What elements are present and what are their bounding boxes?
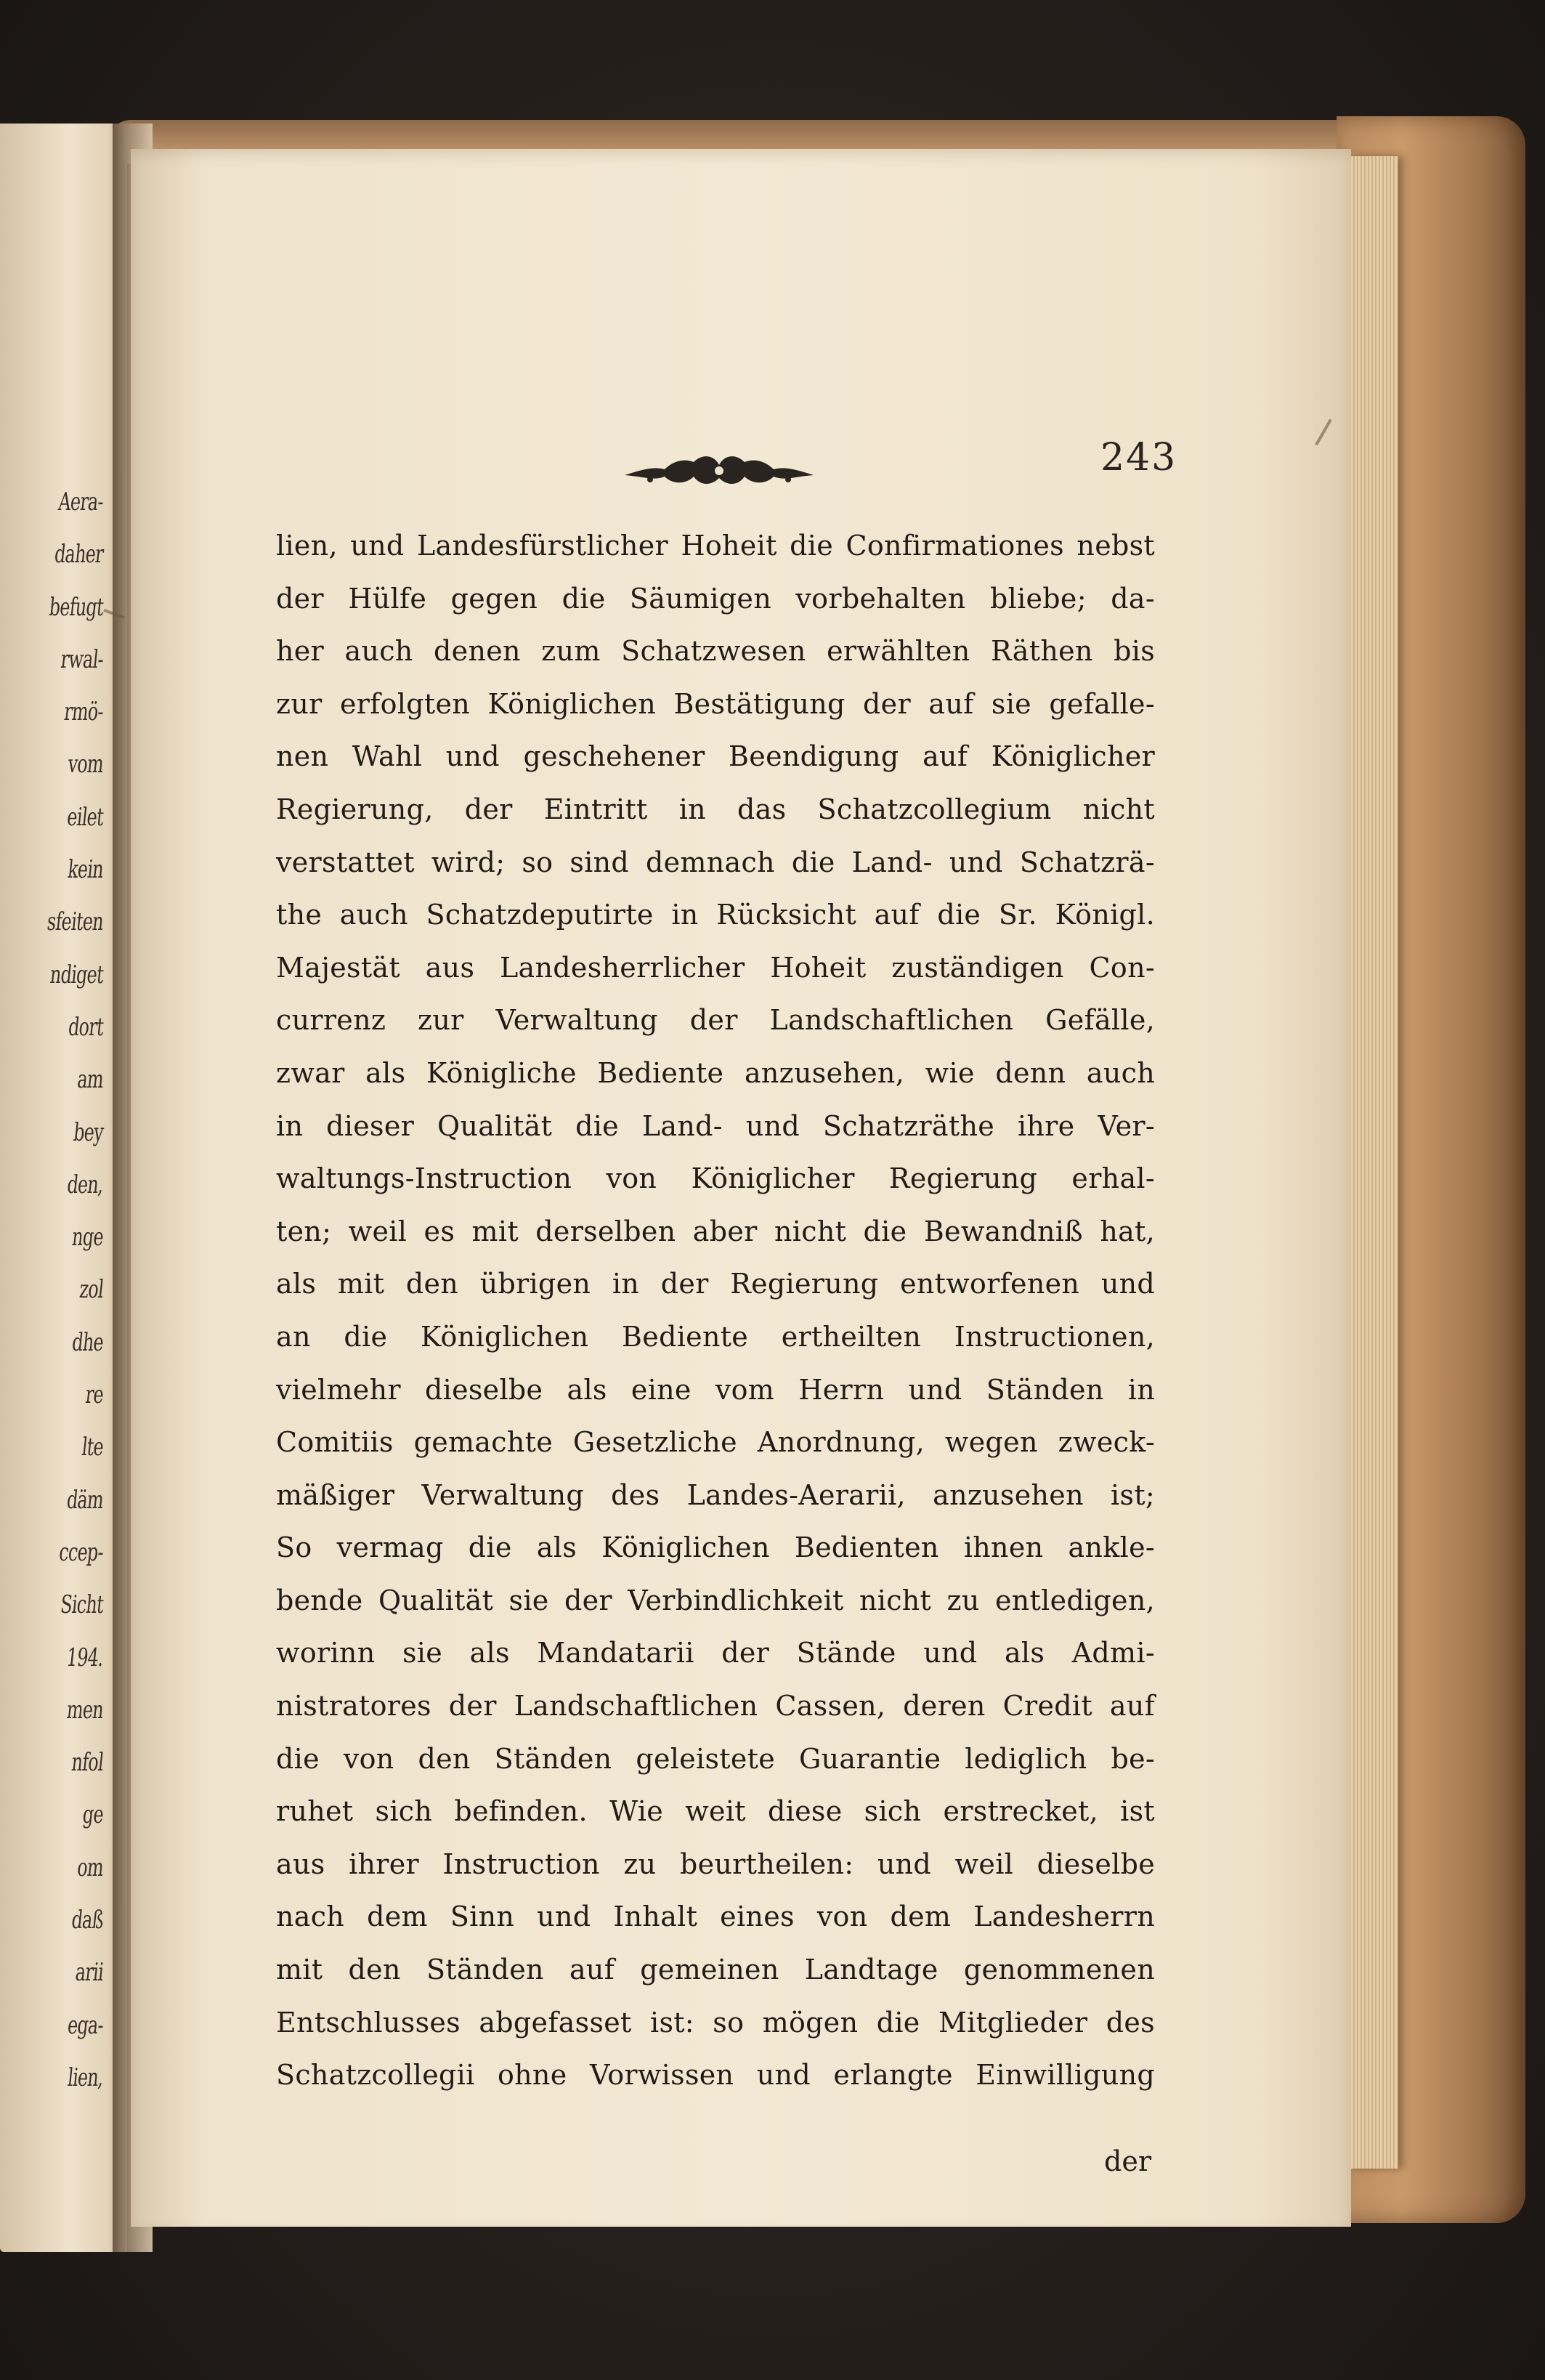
previous-page-fragment: rmö- [62,697,105,727]
book-page [131,149,1351,2227]
text-line: worinn sie als Mandatarii der Stände und als Admi- [276,1637,1155,1669]
previous-page-fragment: zol [78,1275,105,1305]
previous-page-fragment: sfeiten [46,907,105,937]
previous-page-sliver [0,124,127,2252]
previous-page-fragment: vom [66,750,105,780]
previous-page-fragment: daß [70,1906,105,1935]
text-line: die von den Ständen geleistete Guarantie lediglich be- [276,1742,1155,1775]
text-line: waltungs-Instruction von Königlicher Regierung erhal- [276,1162,1155,1195]
previous-page-fragment: bey [72,1117,105,1147]
text-line: lien, und Landesfürstlicher Hoheit die Confirmationes nebst [276,530,1155,562]
text-line: mäßiger Verwaltung des Landes-Aerarii, anzusehen ist; [276,1478,1155,1511]
text-line: als mit den übrigen in der Regierung entworfenen und [276,1268,1155,1300]
text-line: So vermag die als Königlichen Bedienten ihnen ankle- [276,1531,1155,1564]
text-line: zwar als Königliche Bediente anzusehen, wie denn auch [276,1056,1155,1089]
body-text [276,519,1155,2102]
previous-page-fragment: arii [73,1958,105,1988]
previous-page-fragment: kein [66,855,105,885]
page-number: 243 [1100,436,1177,479]
previous-page-fragment: lte [80,1433,105,1462]
previous-page-fragment: re [84,1380,105,1410]
catchword: der [1104,2145,1151,2177]
text-line: Schatzcollegii ohne Vorwissen und erlangte Einwilligung [276,2059,1155,2092]
text-line: in dieser Qualität die Land- und Schatzräthe ihre Ver- [276,1109,1155,1142]
text-line: Entschlusses abgefasset ist: so mögen die Mitglieder des [276,2006,1155,2039]
text-line: aus ihrer Instruction zu beurtheilen: und weil dieselbe [276,1847,1155,1880]
text-line: bende Qualität sie der Verbindlichkeit nicht zu entledigen, [276,1584,1155,1616]
text-line: nen Wahl und geschehener Beendigung auf Königlicher [276,740,1155,773]
previous-page-text [0,476,123,2104]
previous-page-fragment: nge [70,1223,105,1252]
previous-page-fragment: 194. [65,1643,105,1672]
text-line: nach dem Sinn und Inhalt eines von dem Landesherrn [276,1901,1155,1933]
printer-ornament-icon [621,448,817,491]
text-line: verstattet wird; so sind demnach die Land- und Schatzrä- [276,846,1155,878]
previous-page-fragment: ccep- [57,1537,105,1567]
previous-page-fragment: den, [65,1170,105,1199]
page-header [131,436,1351,501]
previous-page-fragment: Aera- [57,487,105,517]
previous-page-fragment: daher [53,540,105,570]
text-line: zur erfolgten Königlichen Bestätigung der auf sie gefalle- [276,687,1155,720]
text-line: mit den Ständen auf gemeinen Landtage genommenen [276,1954,1155,1986]
previous-page-fragment: ge [81,1800,105,1830]
previous-page-fragment: ega- [66,2010,105,2040]
previous-page-fragment: lien, [66,2063,105,2092]
previous-page-fragment: Sicht [59,1590,105,1620]
text-line: ten; weil es mit derselben aber nicht die Bewandniß hat, [276,1215,1155,1247]
text-line: Regierung, der Eintritt in das Schatzcollegium nicht [276,793,1155,825]
previous-page-fragment: nfol [70,1748,105,1778]
text-line: her auch denen zum Schatzwesen erwählten Räthen bis [276,635,1155,668]
previous-page-fragment: rwal- [59,644,105,674]
previous-page-fragment: dhe [70,1327,105,1357]
previous-page-fragment: dort [67,1012,105,1042]
text-line: the auch Schatzdeputirte in Rücksicht auf die Sr. Königl. [276,899,1155,931]
text-line: ruhet sich befinden. Wie weit diese sich erstrecket, ist [276,1795,1155,1828]
page-edges [1347,156,1398,2169]
previous-page-fragment: eilet [65,802,105,832]
previous-page-fragment: men [65,1695,105,1725]
previous-page-fragment: befugt [47,592,105,622]
text-line: currenz zur Verwaltung der Landschaftlichen Gefälle, [276,1004,1155,1037]
previous-page-fragment: däm [65,1485,105,1515]
text-line: Comitiis gemachte Gesetzliche Anordnung, wegen zweck- [276,1426,1155,1459]
text-line: vielmehr dieselbe als eine vom Herrn und Ständen in [276,1373,1155,1406]
previous-page-fragment: om [76,1853,105,1882]
text-line: der Hülfe gegen die Säumigen vorbehalten bliebe; da- [276,582,1155,615]
text-line: nistratores der Landschaftlichen Cassen, deren Credit auf [276,1690,1155,1723]
previous-page-fragment: ndiget [49,960,105,989]
text-line: an die Königlichen Bediente ertheilten Instructionen, [276,1320,1155,1353]
text-line: Majestät aus Landesherrlicher Hoheit zuständigen Con- [276,951,1155,984]
previous-page-fragment: am [76,1065,105,1095]
